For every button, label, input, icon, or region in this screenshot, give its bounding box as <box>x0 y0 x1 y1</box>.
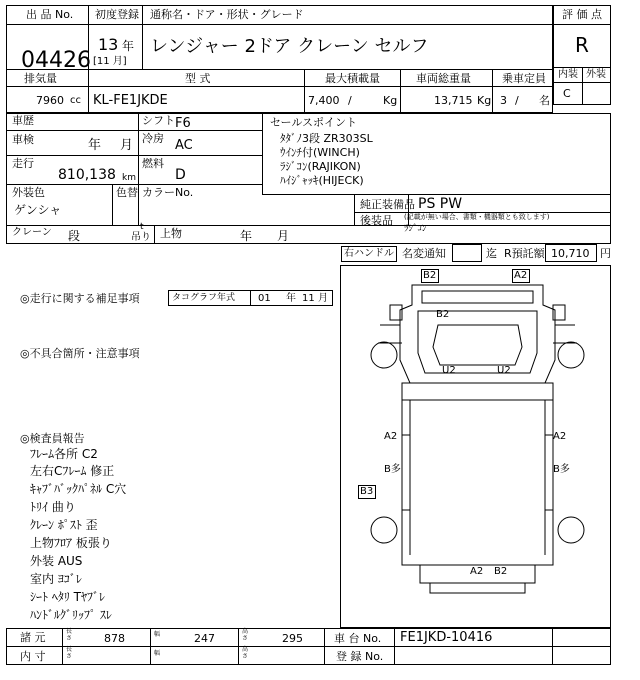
crane-ton: t <box>140 222 144 232</box>
displacement-label: 排気量 <box>24 72 57 85</box>
rhd-label: 右ハンドル <box>344 248 394 259</box>
mileage-label: 走行 <box>12 157 34 170</box>
gross-weight-unit: Kg <box>477 94 492 107</box>
inspector-line: 外装 AUS <box>30 554 83 568</box>
color-change-label: 色替 <box>116 186 138 199</box>
sales-point-line: ﾗｼﾞｺﾝ(RAJIKON) <box>280 160 361 173</box>
reg-label: 迄 <box>486 247 497 260</box>
first-reg-month: [11 月] <box>93 56 127 67</box>
damage-mark: U2 <box>442 365 456 376</box>
grade-label: 評 価 点 <box>562 8 602 21</box>
ac-label: 冷房 <box>142 132 164 145</box>
upper-label: 上物 <box>160 227 182 240</box>
width-value: 247 <box>194 632 215 645</box>
shift-value: F6 <box>175 116 191 131</box>
interior-length-label: 長さ <box>66 646 73 660</box>
damage-mark: B2 <box>423 270 437 281</box>
length-label: 長さ <box>66 628 73 642</box>
tachograph-month-unit: 月 <box>318 293 328 304</box>
inspector-report <box>30 448 320 628</box>
max-load: 7,400 <box>308 94 340 107</box>
max-load-unit: Kg <box>383 94 398 107</box>
capacity-label: 乗車定員 <box>502 72 546 85</box>
max-load-sep: / <box>348 94 352 107</box>
damage-mark: A2 <box>553 431 567 442</box>
displacement-unit: cc <box>70 95 81 106</box>
sales-points <box>262 113 611 194</box>
tachograph-month: 11 <box>302 293 315 304</box>
mod-box <box>452 244 482 262</box>
max-load-label: 最大積載量 <box>325 72 380 85</box>
damage-mark: B多 <box>384 464 401 475</box>
inspection-label: 車検 <box>12 133 34 146</box>
defect-title: ◎不具合箇所・注意事項 <box>20 347 140 360</box>
width-label: 幅 <box>154 631 161 638</box>
history-label: 車歴 <box>12 114 34 127</box>
length-value: 878 <box>104 632 125 645</box>
tachograph-year-unit: 年 <box>286 293 296 304</box>
damage-mark: B2 <box>436 309 450 320</box>
damage-mark: U2 <box>497 365 511 376</box>
retrofit-note: (記載が無い場合、書類・機器類とも致します) <box>404 213 550 221</box>
r-unit: 円 <box>600 247 611 260</box>
damage-mark: B3 <box>360 486 374 497</box>
year-unit: 年 <box>122 39 135 53</box>
capacity-unit: 名 <box>539 94 550 107</box>
inspector-line: 左右Cﾌﾚｰﾑ 修正 <box>30 464 115 478</box>
model: KL-FE1JKDE <box>93 93 168 108</box>
sales-point-line: ﾀﾀﾞﾉ3段 ZR303SL <box>280 132 373 145</box>
inspection-month: 月 <box>120 138 134 153</box>
gross-weight-label: 車両総重量 <box>416 72 471 85</box>
upper-year: 年 <box>240 229 253 243</box>
color-value: ゲンシャ <box>14 203 62 217</box>
inspection-year: 年 <box>88 138 102 153</box>
damage-mark: B多 <box>553 464 570 475</box>
color-no-label: カラーNo. <box>142 186 194 199</box>
r-label: R預託額 <box>504 247 545 260</box>
capacity-sep: / <box>515 94 519 107</box>
car-name: レンジャー 2ドア クレーン セルフ <box>150 36 429 57</box>
tachograph-year: 01 <box>258 293 271 304</box>
damage-mark: B2 <box>494 566 508 577</box>
sales-point-line: ｳｲﾝﾁ付(WINCH) <box>280 146 360 159</box>
car-name-label: 通称名・ドア・形状・グレード <box>150 8 304 21</box>
era-year: 13 <box>98 35 119 54</box>
registration-label: 登 録 No. <box>336 650 384 663</box>
upper-month: 月 <box>277 229 290 243</box>
fuel-label: 燃料 <box>142 157 164 170</box>
crane-stage: 段 <box>68 229 81 243</box>
sales-point-line: ﾊｲｼﾞｬｯｷ(HIJECK) <box>280 174 364 187</box>
interior-dims-label: 内 寸 <box>20 650 46 663</box>
inspector-line: ｷｬﾌﾞﾊﾞｯｸﾊﾟﾈﾙ C穴 <box>30 482 127 496</box>
lot-no: 04426 <box>21 48 91 73</box>
height-label: 高さ <box>242 628 249 642</box>
equipment-label: 純正装備品 <box>360 198 415 211</box>
mod-label: 名変通知 <box>402 247 446 260</box>
lot-no-label: 出 品 No. <box>26 8 74 21</box>
inspector-line: ﾊﾝﾄﾞﾙｸﾞﾘｯﾌﾟ ｽﾚ <box>30 608 112 622</box>
interior-grade: C <box>563 87 571 100</box>
interior-width-label: 幅 <box>154 650 161 657</box>
retrofit-label: 後装品 <box>360 214 393 227</box>
inspector-line: ﾄﾘｲ 曲り <box>30 500 76 514</box>
mileage: 810,138 <box>58 167 116 183</box>
crane-label: クレーン <box>12 227 52 238</box>
tachograph-label: タコグラフ年式 <box>172 293 236 303</box>
equipment-value: PS PW <box>418 196 463 212</box>
interior-height-label: 高さ <box>242 646 249 660</box>
model-label: 型 式 <box>185 72 211 85</box>
capacity: 3 <box>500 94 507 107</box>
shift-label: シフト <box>142 114 175 127</box>
chassis-label: 車 台 No. <box>334 632 382 645</box>
inspector-title: ◎検査員報告 <box>20 432 85 445</box>
exterior-grade-label: 外装 <box>586 69 606 80</box>
damage-mark: A2 <box>514 270 528 281</box>
inspector-line: ｸﾚｰﾝ ﾎﾟｽﾄ 歪 <box>30 518 98 532</box>
inspector-line: 上物ﾌﾛｱ 板張り <box>30 536 112 550</box>
dims-label: 諸 元 <box>20 631 46 644</box>
inspector-line: ｼｰﾄ ﾍﾀﾘ Tﾔﾌﾞﾚ <box>30 590 105 604</box>
r-value: 10,710 <box>551 247 590 260</box>
displacement: 7960 <box>36 94 64 107</box>
grade-value: R <box>575 33 589 57</box>
gross-weight: 13,715 <box>434 94 473 107</box>
retrofit-value: ﾗｼﾞｺﾝ <box>404 224 427 234</box>
run-remarks-title: ◎走行に関する補足事項 <box>20 292 140 305</box>
first-reg-label: 初度登録 <box>95 8 139 21</box>
fuel-value: D <box>175 167 186 183</box>
crane-hang: 吊り <box>131 232 151 243</box>
height-value: 295 <box>282 632 303 645</box>
interior-grade-label: 内装 <box>558 69 578 80</box>
damage-mark: A2 <box>384 431 398 442</box>
chassis-number: FE1JKD-10416 <box>400 630 493 645</box>
sales-points-label: セールスポイント <box>270 116 358 129</box>
ac-value: AC <box>175 138 193 153</box>
inspector-line: 室内 ﾖｺﾞﾚ <box>30 572 82 586</box>
damage-mark: A2 <box>470 566 484 577</box>
inspector-line: ﾌﾚｰﾑ各所 C2 <box>30 447 98 461</box>
color-label: 外装色 <box>12 186 45 199</box>
mileage-unit: km <box>122 173 136 183</box>
